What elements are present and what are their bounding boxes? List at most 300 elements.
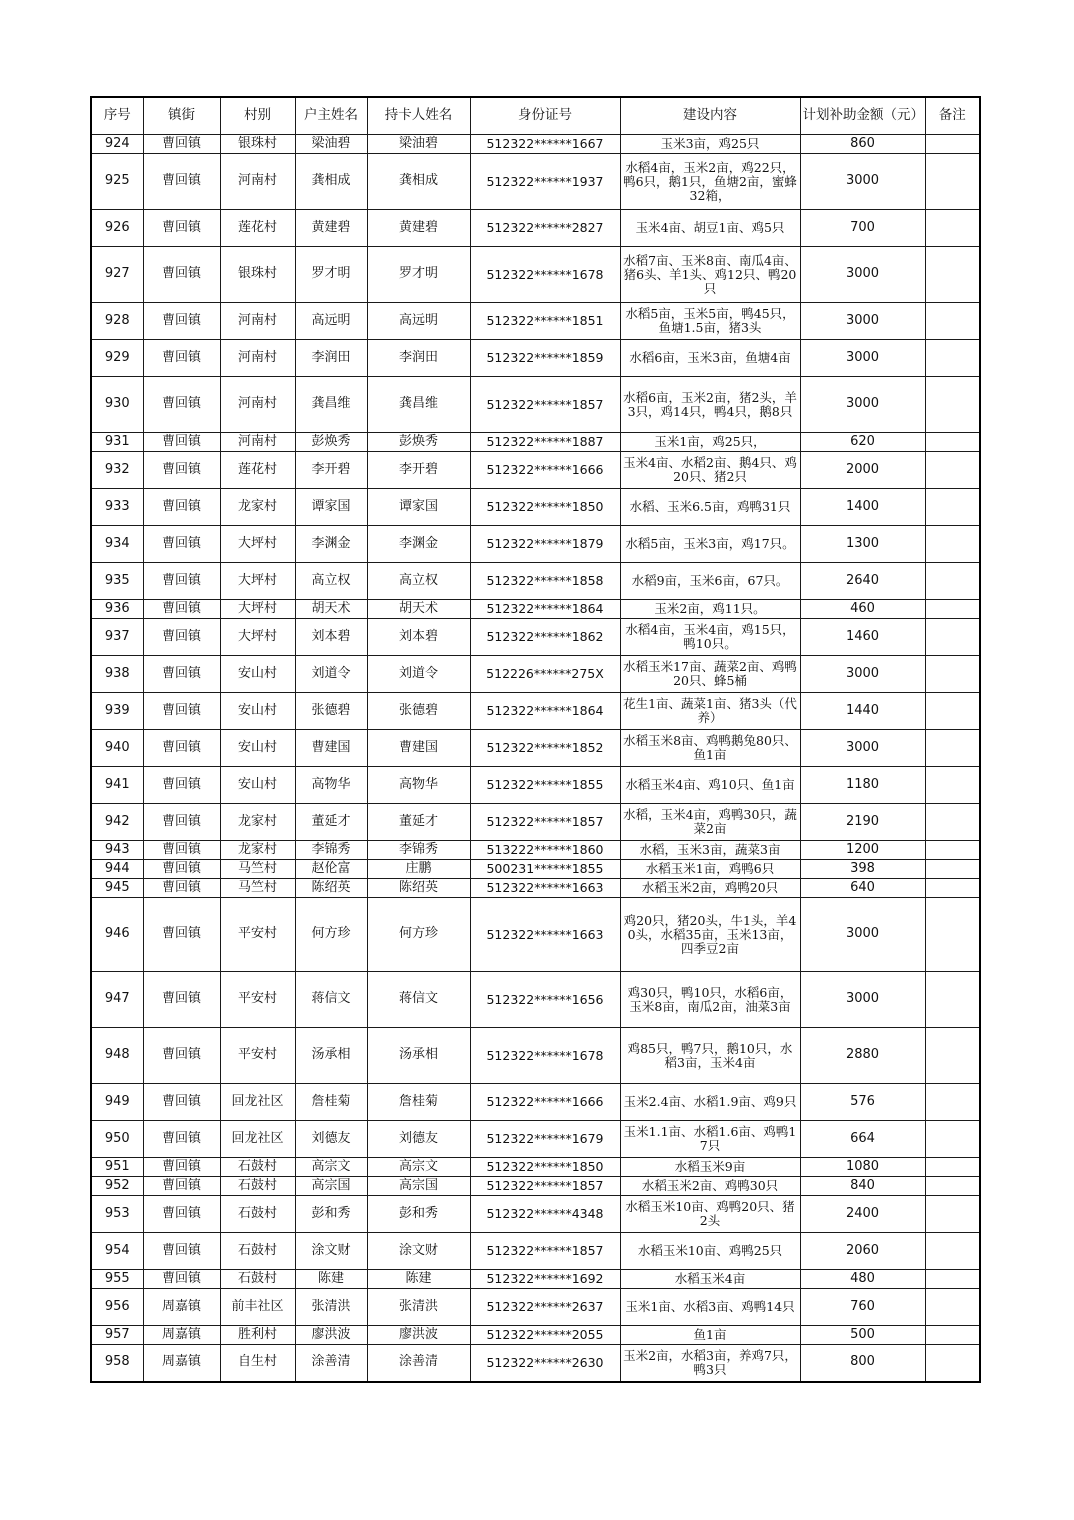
table-row <box>91 489 980 526</box>
header-row <box>91 97 980 135</box>
cell-remarks <box>925 1196 980 1233</box>
cell-householder: 詹桂菊 <box>295 1084 367 1121</box>
cell-cardholder: 彭和秀 <box>367 1196 470 1233</box>
cell-subsidy-amount: 3000 <box>800 247 925 303</box>
cell-subsidy-amount: 3000 <box>800 656 925 693</box>
cell-construction: 玉米2亩，鸡11只。 <box>620 600 800 619</box>
cell-subsidy-amount: 3000 <box>800 730 925 767</box>
cell-subsidy-amount: 1440 <box>800 693 925 730</box>
cell-subsidy-amount: 398 <box>800 860 925 879</box>
cell-id-number: 512322******1656 <box>470 972 620 1028</box>
cell-id-number: 512322******1887 <box>470 433 620 452</box>
cell-subsidy-amount: 3000 <box>800 377 925 433</box>
cell-cardholder: 高立权 <box>367 563 470 600</box>
cell-id-number: 512322******1859 <box>470 340 620 377</box>
cell-subsidy-amount: 640 <box>800 879 925 898</box>
cell-remarks <box>925 1345 980 1382</box>
table-row <box>91 1158 980 1177</box>
cell-id-number: 512322******1666 <box>470 452 620 489</box>
cell-town: 曹回镇 <box>143 1233 220 1270</box>
cell-cardholder: 高宗国 <box>367 1177 470 1196</box>
cell-subsidy-amount: 1460 <box>800 619 925 656</box>
table-row <box>91 1177 980 1196</box>
cell-subsidy-amount: 1300 <box>800 526 925 563</box>
cell-remarks <box>925 1270 980 1289</box>
cell-id-number: 512322******1663 <box>470 879 620 898</box>
table-row <box>91 1289 980 1326</box>
cell-id-number: 512322******1850 <box>470 489 620 526</box>
cell-remarks <box>925 1177 980 1196</box>
cell-village: 石鼓村 <box>220 1158 295 1177</box>
cell-remarks <box>925 452 980 489</box>
cell-householder: 廖洪波 <box>295 1326 367 1345</box>
cell-id-number: 512322******1851 <box>470 303 620 340</box>
cell-householder: 蒋信文 <box>295 972 367 1028</box>
table-row <box>91 600 980 619</box>
cell-householder: 董延才 <box>295 804 367 841</box>
cell-id-number: 512322******2637 <box>470 1289 620 1326</box>
cell-remarks <box>925 526 980 563</box>
table-row <box>91 452 980 489</box>
col-header-id-number: 身份证号 <box>470 97 620 135</box>
cell-village: 石鼓村 <box>220 1233 295 1270</box>
cell-construction: 鸡20只，猪20头，牛1头，羊40头，水稻35亩，玉米13亩，四季豆2亩 <box>620 898 800 972</box>
cell-subsidy-amount: 460 <box>800 600 925 619</box>
cell-town: 曹回镇 <box>143 340 220 377</box>
cell-subsidy-amount: 760 <box>800 1289 925 1326</box>
cell-construction: 水稻5亩，玉米5亩，鸭45只，鱼塘1.5亩，猪3头 <box>620 303 800 340</box>
table-row <box>91 860 980 879</box>
cell-remarks <box>925 340 980 377</box>
cell-construction: 玉米2.4亩、水稻1.9亩、鸡9只 <box>620 1084 800 1121</box>
cell-town: 曹回镇 <box>143 860 220 879</box>
col-header-householder: 户主姓名 <box>295 97 367 135</box>
cell-village: 安山村 <box>220 656 295 693</box>
cell-village: 马竺村 <box>220 860 295 879</box>
cell-serial: 932 <box>91 452 143 489</box>
cell-village: 莲花村 <box>220 210 295 247</box>
cell-subsidy-amount: 500 <box>800 1326 925 1345</box>
cell-remarks <box>925 563 980 600</box>
cell-town: 曹回镇 <box>143 600 220 619</box>
cell-cardholder: 高物华 <box>367 767 470 804</box>
cell-village: 大坪村 <box>220 526 295 563</box>
cell-remarks <box>925 619 980 656</box>
col-header-town: 镇街 <box>143 97 220 135</box>
cell-village: 莲花村 <box>220 452 295 489</box>
cell-remarks <box>925 1289 980 1326</box>
cell-construction: 玉米2亩，水稻3亩，养鸡7只，鸭3只 <box>620 1345 800 1382</box>
cell-construction: 玉米1亩，鸡25只， <box>620 433 800 452</box>
cell-remarks <box>925 841 980 860</box>
cell-town: 曹回镇 <box>143 452 220 489</box>
cell-householder: 刘本碧 <box>295 619 367 656</box>
cell-village: 石鼓村 <box>220 1270 295 1289</box>
cell-town: 曹回镇 <box>143 1084 220 1121</box>
cell-town: 曹回镇 <box>143 767 220 804</box>
cell-cardholder: 刘道令 <box>367 656 470 693</box>
table-row <box>91 210 980 247</box>
cell-construction: 水稻，玉米4亩，鸡鸭30只，蔬菜2亩 <box>620 804 800 841</box>
cell-serial: 957 <box>91 1326 143 1345</box>
table-row <box>91 1084 980 1121</box>
cell-remarks <box>925 693 980 730</box>
cell-cardholder: 汤承相 <box>367 1028 470 1084</box>
cell-village: 河南村 <box>220 340 295 377</box>
cell-construction: 水稻玉米9亩 <box>620 1158 800 1177</box>
cell-serial: 938 <box>91 656 143 693</box>
cell-remarks <box>925 303 980 340</box>
cell-village: 平安村 <box>220 1028 295 1084</box>
cell-householder: 刘德友 <box>295 1121 367 1158</box>
cell-village: 河南村 <box>220 303 295 340</box>
cell-serial: 949 <box>91 1084 143 1121</box>
cell-remarks <box>925 898 980 972</box>
table-row <box>91 1326 980 1345</box>
cell-town: 曹回镇 <box>143 898 220 972</box>
cell-construction: 水稻6亩，玉米3亩，鱼塘4亩 <box>620 340 800 377</box>
cell-subsidy-amount: 1180 <box>800 767 925 804</box>
cell-householder: 何方珍 <box>295 898 367 972</box>
cell-construction: 水稻玉米2亩、鸡鸭30只 <box>620 1177 800 1196</box>
cell-subsidy-amount: 2060 <box>800 1233 925 1270</box>
cell-serial: 955 <box>91 1270 143 1289</box>
cell-village: 龙家村 <box>220 489 295 526</box>
cell-village: 安山村 <box>220 730 295 767</box>
cell-construction: 水稻6亩，玉米2亩，猪2头，羊3只，鸡14只，鸭4只，鹅8只 <box>620 377 800 433</box>
cell-village: 自生村 <box>220 1345 295 1382</box>
cell-village: 河南村 <box>220 154 295 210</box>
cell-subsidy-amount: 2880 <box>800 1028 925 1084</box>
cell-householder: 曹建国 <box>295 730 367 767</box>
cell-id-number: 512322******2630 <box>470 1345 620 1382</box>
col-header-construction: 建设内容 <box>620 97 800 135</box>
cell-remarks <box>925 1233 980 1270</box>
cell-householder: 高物华 <box>295 767 367 804</box>
cell-remarks <box>925 972 980 1028</box>
cell-subsidy-amount: 700 <box>800 210 925 247</box>
cell-id-number: 512322******1857 <box>470 1177 620 1196</box>
cell-serial: 953 <box>91 1196 143 1233</box>
cell-householder: 李润田 <box>295 340 367 377</box>
cell-id-number: 512322******1864 <box>470 693 620 730</box>
cell-id-number: 512322******1857 <box>470 804 620 841</box>
cell-id-number: 512322******4348 <box>470 1196 620 1233</box>
cell-id-number: 512322******1678 <box>470 247 620 303</box>
cell-serial: 950 <box>91 1121 143 1158</box>
cell-construction: 水稻玉米10亩、鸡鸭25只 <box>620 1233 800 1270</box>
cell-subsidy-amount: 1080 <box>800 1158 925 1177</box>
cell-cardholder: 高远明 <box>367 303 470 340</box>
cell-town: 曹回镇 <box>143 526 220 563</box>
cell-householder: 涂善清 <box>295 1345 367 1382</box>
cell-town: 曹回镇 <box>143 377 220 433</box>
table-row <box>91 1270 980 1289</box>
cell-construction: 水稻玉米4亩 <box>620 1270 800 1289</box>
cell-village: 银珠村 <box>220 247 295 303</box>
cell-serial: 954 <box>91 1233 143 1270</box>
cell-householder: 涂文财 <box>295 1233 367 1270</box>
cell-id-number: 512322******2055 <box>470 1326 620 1345</box>
cell-householder: 陈建 <box>295 1270 367 1289</box>
cell-village: 前丰社区 <box>220 1289 295 1326</box>
cell-subsidy-amount: 2000 <box>800 452 925 489</box>
table-row <box>91 619 980 656</box>
cell-remarks <box>925 879 980 898</box>
cell-householder: 龚昌维 <box>295 377 367 433</box>
cell-construction: 玉米3亩，鸡25只 <box>620 135 800 154</box>
cell-id-number: 512322******1855 <box>470 767 620 804</box>
table-row <box>91 972 980 1028</box>
table-row <box>91 340 980 377</box>
table-body <box>91 135 980 1382</box>
cell-serial: 939 <box>91 693 143 730</box>
cell-village: 平安村 <box>220 972 295 1028</box>
cell-householder: 胡天术 <box>295 600 367 619</box>
cell-remarks <box>925 433 980 452</box>
cell-town: 曹回镇 <box>143 489 220 526</box>
cell-serial: 941 <box>91 767 143 804</box>
cell-village: 回龙社区 <box>220 1084 295 1121</box>
table-row <box>91 563 980 600</box>
table-row <box>91 656 980 693</box>
cell-id-number: 512322******1858 <box>470 563 620 600</box>
cell-cardholder: 张德碧 <box>367 693 470 730</box>
cell-cardholder: 龚相成 <box>367 154 470 210</box>
cell-id-number: 512322******1857 <box>470 1233 620 1270</box>
cell-village: 石鼓村 <box>220 1196 295 1233</box>
cell-remarks <box>925 210 980 247</box>
cell-serial: 945 <box>91 879 143 898</box>
cell-construction: 水稻4亩，玉米4亩，鸡15只，鸭10只。 <box>620 619 800 656</box>
cell-town: 曹回镇 <box>143 154 220 210</box>
cell-construction: 水稻4亩，玉米2亩，鸡22只，鸭6只，鹅1只，鱼塘2亩，蜜蜂32箱， <box>620 154 800 210</box>
cell-construction: 水稻玉米17亩、蔬菜2亩、鸡鸭20只、蜂5桶 <box>620 656 800 693</box>
table-row <box>91 804 980 841</box>
cell-village: 龙家村 <box>220 841 295 860</box>
cell-construction: 水稻、玉米6.5亩，鸡鸭31只 <box>620 489 800 526</box>
table-row <box>91 730 980 767</box>
cell-cardholder: 陈绍英 <box>367 879 470 898</box>
cell-remarks <box>925 154 980 210</box>
cell-subsidy-amount: 3000 <box>800 972 925 1028</box>
cell-town: 周嘉镇 <box>143 1345 220 1382</box>
cell-village: 胜利村 <box>220 1326 295 1345</box>
cell-householder: 汤承相 <box>295 1028 367 1084</box>
cell-id-number: 512322******1857 <box>470 377 620 433</box>
cell-subsidy-amount: 480 <box>800 1270 925 1289</box>
cell-construction: 玉米4亩、水稻2亩、鹅4只、鸡20只、猪2只 <box>620 452 800 489</box>
cell-id-number: 512322******1667 <box>470 135 620 154</box>
cell-cardholder: 李润田 <box>367 340 470 377</box>
cell-subsidy-amount: 3000 <box>800 154 925 210</box>
cell-construction: 鱼1亩 <box>620 1326 800 1345</box>
cell-subsidy-amount: 576 <box>800 1084 925 1121</box>
cell-serial: 928 <box>91 303 143 340</box>
cell-householder: 彭和秀 <box>295 1196 367 1233</box>
cell-id-number: 512322******1937 <box>470 154 620 210</box>
cell-serial: 930 <box>91 377 143 433</box>
cell-town: 曹回镇 <box>143 1121 220 1158</box>
cell-town: 周嘉镇 <box>143 1326 220 1345</box>
col-header-serial: 序号 <box>91 97 143 135</box>
cell-town: 曹回镇 <box>143 247 220 303</box>
cell-village: 安山村 <box>220 767 295 804</box>
cell-serial: 943 <box>91 841 143 860</box>
cell-cardholder: 谭家国 <box>367 489 470 526</box>
cell-town: 曹回镇 <box>143 1158 220 1177</box>
table-row <box>91 526 980 563</box>
cell-subsidy-amount: 860 <box>800 135 925 154</box>
cell-subsidy-amount: 3000 <box>800 898 925 972</box>
cell-serial: 956 <box>91 1289 143 1326</box>
cell-cardholder: 张清洪 <box>367 1289 470 1326</box>
cell-serial: 935 <box>91 563 143 600</box>
cell-serial: 942 <box>91 804 143 841</box>
cell-id-number: 512322******1864 <box>470 600 620 619</box>
cell-town: 曹回镇 <box>143 1196 220 1233</box>
cell-subsidy-amount: 3000 <box>800 340 925 377</box>
cell-id-number: 512322******1678 <box>470 1028 620 1084</box>
cell-id-number: 512322******1666 <box>470 1084 620 1121</box>
cell-construction: 玉米1.1亩、水稻1.6亩、鸡鸭17只 <box>620 1121 800 1158</box>
table-row <box>91 841 980 860</box>
cell-householder: 李锦秀 <box>295 841 367 860</box>
cell-village: 河南村 <box>220 433 295 452</box>
cell-construction: 水稻玉米2亩，鸡鸭20只 <box>620 879 800 898</box>
cell-construction: 水稻7亩、玉米8亩、南瓜4亩、猪6头、羊1头、鸡12只、鸭20只 <box>620 247 800 303</box>
table-row <box>91 247 980 303</box>
cell-village: 大坪村 <box>220 619 295 656</box>
cell-subsidy-amount: 2400 <box>800 1196 925 1233</box>
cell-cardholder: 蒋信文 <box>367 972 470 1028</box>
cell-construction: 水稻5亩，玉米3亩，鸡17只。 <box>620 526 800 563</box>
cell-id-number: 513222******1860 <box>470 841 620 860</box>
cell-householder: 彭焕秀 <box>295 433 367 452</box>
cell-id-number: 512322******1663 <box>470 898 620 972</box>
cell-remarks <box>925 1028 980 1084</box>
cell-remarks <box>925 600 980 619</box>
cell-serial: 929 <box>91 340 143 377</box>
table-row <box>91 433 980 452</box>
cell-cardholder: 罗才明 <box>367 247 470 303</box>
cell-town: 曹回镇 <box>143 693 220 730</box>
cell-serial: 958 <box>91 1345 143 1382</box>
cell-subsidy-amount: 2190 <box>800 804 925 841</box>
cell-remarks <box>925 1326 980 1345</box>
cell-cardholder: 曹建国 <box>367 730 470 767</box>
cell-cardholder: 梁油碧 <box>367 135 470 154</box>
table-row <box>91 767 980 804</box>
cell-householder: 高宗文 <box>295 1158 367 1177</box>
table-row <box>91 303 980 340</box>
cell-town: 曹回镇 <box>143 303 220 340</box>
col-header-remarks: 备注 <box>925 97 980 135</box>
cell-id-number: 500231******1855 <box>470 860 620 879</box>
cell-remarks <box>925 1158 980 1177</box>
cell-town: 曹回镇 <box>143 841 220 860</box>
cell-id-number: 512226******275X <box>470 656 620 693</box>
table-row <box>91 1196 980 1233</box>
cell-subsidy-amount: 1400 <box>800 489 925 526</box>
cell-subsidy-amount: 620 <box>800 433 925 452</box>
cell-householder: 赵伦富 <box>295 860 367 879</box>
cell-town: 曹回镇 <box>143 1028 220 1084</box>
cell-serial: 924 <box>91 135 143 154</box>
cell-cardholder: 何方珍 <box>367 898 470 972</box>
cell-cardholder: 胡天术 <box>367 600 470 619</box>
cell-cardholder: 彭焕秀 <box>367 433 470 452</box>
table-row <box>91 898 980 972</box>
cell-village: 大坪村 <box>220 600 295 619</box>
cell-remarks <box>925 377 980 433</box>
cell-serial: 931 <box>91 433 143 452</box>
cell-village: 平安村 <box>220 898 295 972</box>
cell-subsidy-amount: 2640 <box>800 563 925 600</box>
cell-town: 曹回镇 <box>143 1270 220 1289</box>
cell-construction: 水稻玉米10亩、鸡鸭20只、猪2头 <box>620 1196 800 1233</box>
cell-construction: 水稻玉米8亩、鸡鸭鹅兔80只、鱼1亩 <box>620 730 800 767</box>
cell-village: 河南村 <box>220 377 295 433</box>
table-row <box>91 1028 980 1084</box>
cell-serial: 947 <box>91 972 143 1028</box>
cell-village: 龙家村 <box>220 804 295 841</box>
cell-construction: 水稻，玉米3亩，蔬菜3亩 <box>620 841 800 860</box>
cell-serial: 926 <box>91 210 143 247</box>
cell-cardholder: 董延才 <box>367 804 470 841</box>
cell-id-number: 512322******1679 <box>470 1121 620 1158</box>
cell-cardholder: 黄建碧 <box>367 210 470 247</box>
cell-remarks <box>925 1121 980 1158</box>
cell-cardholder: 李开碧 <box>367 452 470 489</box>
cell-serial: 927 <box>91 247 143 303</box>
cell-town: 曹回镇 <box>143 433 220 452</box>
cell-cardholder: 李锦秀 <box>367 841 470 860</box>
cell-householder: 陈绍英 <box>295 879 367 898</box>
cell-cardholder: 庄鹏 <box>367 860 470 879</box>
cell-id-number: 512322******1879 <box>470 526 620 563</box>
cell-householder: 刘道令 <box>295 656 367 693</box>
cell-construction: 鸡85只，鸭7只，鹅10只，水稻3亩，玉米4亩 <box>620 1028 800 1084</box>
cell-householder: 罗才明 <box>295 247 367 303</box>
table-row <box>91 1121 980 1158</box>
cell-remarks <box>925 1084 980 1121</box>
cell-village: 安山村 <box>220 693 295 730</box>
cell-serial: 940 <box>91 730 143 767</box>
cell-id-number: 512322******1862 <box>470 619 620 656</box>
cell-town: 曹回镇 <box>143 804 220 841</box>
cell-id-number: 512322******1850 <box>470 1158 620 1177</box>
cell-householder: 龚相成 <box>295 154 367 210</box>
table-row <box>91 377 980 433</box>
table-row <box>91 135 980 154</box>
cell-id-number: 512322******2827 <box>470 210 620 247</box>
cell-serial: 951 <box>91 1158 143 1177</box>
cell-householder: 张德碧 <box>295 693 367 730</box>
cell-householder: 高远明 <box>295 303 367 340</box>
cell-serial: 936 <box>91 600 143 619</box>
cell-construction: 水稻9亩，玉米6亩，67只。 <box>620 563 800 600</box>
col-header-subsidy-amount: 计划补助金额（元） <box>800 97 925 135</box>
cell-cardholder: 詹桂菊 <box>367 1084 470 1121</box>
cell-remarks <box>925 135 980 154</box>
cell-serial: 952 <box>91 1177 143 1196</box>
cell-construction: 鸡30只，鸭10只，水稻6亩，玉米8亩，南瓜2亩，油菜3亩 <box>620 972 800 1028</box>
cell-town: 曹回镇 <box>143 135 220 154</box>
cell-cardholder: 高宗文 <box>367 1158 470 1177</box>
cell-householder: 梁油碧 <box>295 135 367 154</box>
cell-remarks <box>925 656 980 693</box>
